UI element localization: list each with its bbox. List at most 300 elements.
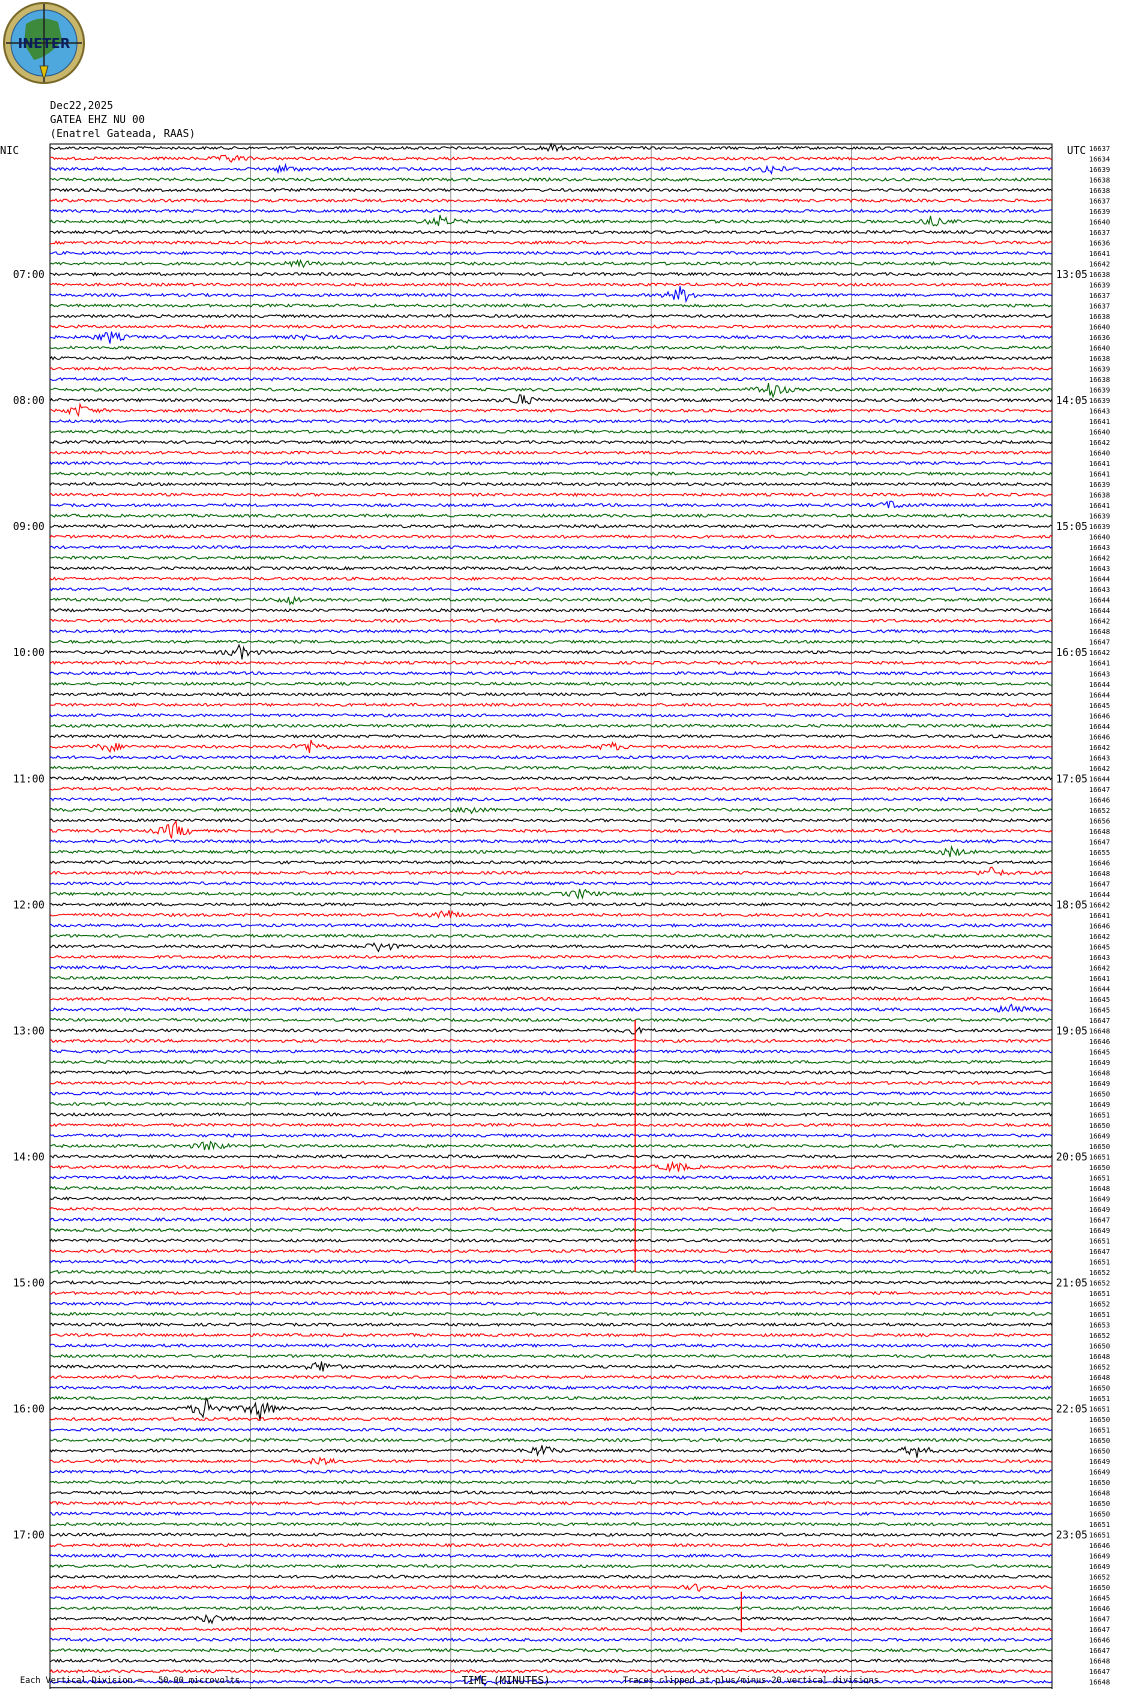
trace-value-label: 16641 <box>1089 911 1111 920</box>
trace-value-label: 16646 <box>1089 1037 1111 1046</box>
trace-value-label: 16649 <box>1089 1132 1111 1141</box>
trace-value-label: 16650 <box>1089 1121 1111 1130</box>
location-label: (Enatrel Gateada, RAAS) <box>50 128 196 140</box>
trace-value-label: 16647 <box>1089 1626 1111 1635</box>
scale-note: Each Vertical Division = 50.00 microvolts <box>20 1676 241 1686</box>
trace-value-label: 16640 <box>1089 218 1111 227</box>
trace-value-label: 16643 <box>1089 407 1111 416</box>
trace-value-label: 16650 <box>1089 1584 1111 1593</box>
trace-value-label: 16652 <box>1089 1363 1111 1372</box>
seismic-trace <box>50 210 1052 213</box>
seismic-trace <box>50 1628 1052 1631</box>
seismic-trace <box>50 144 1052 151</box>
trace-value-label: 16649 <box>1089 1227 1111 1236</box>
trace-value-label: 16651 <box>1089 1405 1111 1414</box>
trace-value-label: 16647 <box>1089 1016 1111 1025</box>
seismic-trace <box>50 378 1052 381</box>
trace-value-label: 16655 <box>1089 848 1111 857</box>
seismic-trace <box>50 1502 1052 1505</box>
trace-value-label: 16639 <box>1089 365 1111 374</box>
left-hour-label: 15:00 <box>13 1277 45 1290</box>
seismic-trace <box>50 1512 1052 1515</box>
trace-value-label: 16651 <box>1089 1290 1111 1299</box>
seismic-trace <box>50 155 1052 162</box>
seismic-trace <box>50 1584 1052 1591</box>
trace-value-label: 16648 <box>1089 1069 1111 1078</box>
trace-value-label: 16639 <box>1089 166 1111 175</box>
trace-value-label: 16647 <box>1089 1647 1111 1656</box>
seismic-trace <box>50 1250 1052 1253</box>
seismic-trace <box>50 1670 1052 1673</box>
seismic-trace <box>50 840 1052 843</box>
trace-value-label: 16648 <box>1089 869 1111 878</box>
trace-value-label: 16642 <box>1089 260 1111 269</box>
seismic-trace <box>50 1615 1052 1623</box>
right-hour-label: 20:05 <box>1056 1151 1088 1164</box>
trace-value-label: 16645 <box>1089 995 1111 1004</box>
seismic-trace <box>50 1271 1052 1274</box>
seismic-trace <box>50 1260 1052 1263</box>
seismic-trace <box>50 703 1052 706</box>
trace-value-label: 16641 <box>1089 659 1111 668</box>
seismic-trace <box>50 1439 1052 1442</box>
seismic-trace <box>50 1134 1052 1137</box>
seismic-trace <box>50 451 1052 454</box>
seismic-trace <box>50 1445 1052 1457</box>
trace-value-label: 16644 <box>1089 890 1111 899</box>
trace-value-label: 16652 <box>1089 1573 1111 1582</box>
trace-value-label: 16652 <box>1089 1300 1111 1309</box>
trace-value-label: 16644 <box>1089 596 1111 605</box>
right-hour-label: 21:05 <box>1056 1277 1088 1290</box>
trace-value-label: 16650 <box>1089 1342 1111 1351</box>
trace-value-label: 16639 <box>1089 481 1111 490</box>
seismic-trace <box>50 672 1052 675</box>
seismic-trace <box>50 867 1052 875</box>
trace-value-label: 16637 <box>1089 145 1111 153</box>
seismic-trace <box>50 987 1052 990</box>
trace-value-label: 16647 <box>1089 880 1111 889</box>
seismic-trace <box>50 1470 1052 1473</box>
left-hour-label: 16:00 <box>13 1403 45 1416</box>
trace-value-label: 16645 <box>1089 1006 1111 1015</box>
seismic-trace <box>50 1334 1052 1337</box>
seismic-trace <box>50 1458 1052 1465</box>
date-label: Dec22,2025 <box>50 100 114 112</box>
trace-value-label: 16638 <box>1089 176 1111 185</box>
trace-value-label: 16639 <box>1089 512 1111 521</box>
seismic-trace <box>50 1163 1052 1172</box>
seismic-trace <box>50 977 1052 980</box>
trace-value-label: 16647 <box>1089 1615 1111 1624</box>
trace-value-label: 16642 <box>1089 932 1111 941</box>
trace-value-label: 16648 <box>1089 1657 1111 1666</box>
seismic-trace <box>50 1638 1052 1641</box>
seismic-trace <box>50 724 1052 727</box>
logo-text: INETER <box>17 37 71 52</box>
trace-value-label: 16647 <box>1089 638 1111 647</box>
seismic-trace <box>50 472 1052 475</box>
seismic-trace <box>50 1187 1052 1190</box>
seismic-trace <box>50 740 1052 753</box>
seismic-trace <box>50 441 1052 444</box>
seismic-trace <box>50 273 1052 276</box>
trace-value-label: 16642 <box>1089 901 1111 910</box>
seismic-trace <box>50 821 1052 838</box>
right-hour-label: 19:05 <box>1056 1025 1088 1038</box>
seismic-trace <box>50 189 1052 192</box>
seismic-trace <box>50 283 1052 286</box>
seismic-trace <box>50 1607 1052 1610</box>
seismic-trace <box>50 777 1052 780</box>
trace-value-label: 16646 <box>1089 796 1111 805</box>
seismic-trace <box>50 693 1052 696</box>
seismic-trace <box>50 367 1052 370</box>
trace-value-label: 16642 <box>1089 649 1111 658</box>
seismic-trace <box>50 735 1052 738</box>
right-hour-label: 14:05 <box>1056 395 1088 408</box>
seismic-trace <box>50 1376 1052 1379</box>
seismic-trace <box>50 420 1052 423</box>
seismic-trace <box>50 966 1052 969</box>
trace-value-label: 16648 <box>1089 1678 1111 1687</box>
trace-value-label: 16650 <box>1089 1142 1111 1151</box>
trace-value-label: 16650 <box>1089 1510 1111 1519</box>
seismic-trace <box>50 1575 1052 1578</box>
trace-value-label: 16636 <box>1089 239 1111 248</box>
seismic-trace <box>50 861 1052 864</box>
seismic-trace <box>50 1208 1052 1211</box>
trace-value-label: 16646 <box>1089 922 1111 931</box>
trace-value-label: 16638 <box>1089 491 1111 500</box>
seismic-trace <box>50 998 1052 1001</box>
trace-value-label: 16652 <box>1089 1332 1111 1341</box>
trace-value-label: 16641 <box>1089 460 1111 469</box>
trace-value-label: 16651 <box>1089 1426 1111 1435</box>
seismic-trace <box>50 1596 1052 1599</box>
trace-value-label: 16644 <box>1089 775 1111 784</box>
seismic-trace <box>50 1218 1052 1221</box>
seismic-trace <box>50 577 1052 580</box>
trace-value-label: 16652 <box>1089 1269 1111 1278</box>
trace-value-label: 16645 <box>1089 1048 1111 1057</box>
seismic-trace <box>50 682 1052 685</box>
trace-value-label: 16646 <box>1089 1636 1111 1645</box>
trace-value-label: 16639 <box>1089 523 1111 532</box>
seismic-trace <box>50 1155 1052 1158</box>
right-hour-label: 17:05 <box>1056 773 1088 786</box>
seismic-trace <box>50 1197 1052 1200</box>
trace-value-label: 16651 <box>1089 1111 1111 1120</box>
left-hour-label: 07:00 <box>13 269 45 282</box>
seismic-trace <box>50 645 1052 659</box>
trace-value-label: 16647 <box>1089 838 1111 847</box>
seismic-trace <box>50 1361 1052 1371</box>
trace-value-label: 16640 <box>1089 449 1111 458</box>
seismic-trace <box>50 798 1052 801</box>
seismic-trace <box>50 286 1052 301</box>
trace-value-label: 16642 <box>1089 764 1111 773</box>
trace-value-label: 16642 <box>1089 964 1111 973</box>
trace-value-label: 16649 <box>1089 1195 1111 1204</box>
trace-value-label: 16651 <box>1089 1311 1111 1320</box>
trace-value-label: 16647 <box>1089 1216 1111 1225</box>
seismic-trace <box>50 241 1052 244</box>
seismic-trace <box>50 1565 1052 1568</box>
seismic-trace <box>50 1113 1052 1116</box>
trace-value-label: 16651 <box>1089 1395 1111 1404</box>
seismic-trace <box>50 325 1052 328</box>
seismic-trace <box>50 1313 1052 1316</box>
clip-note: Traces clipped at plus/minus 20 vertical divisions <box>623 1676 879 1686</box>
trace-value-label: 16648 <box>1089 628 1111 637</box>
seismic-trace <box>50 231 1052 234</box>
seismic-trace <box>50 1397 1052 1400</box>
seismic-trace <box>50 514 1052 517</box>
trace-value-label: 16648 <box>1089 827 1111 836</box>
trace-value-label: 16648 <box>1089 1353 1111 1362</box>
right-hour-label: 16:05 <box>1056 647 1088 660</box>
trace-value-label: 16641 <box>1089 502 1111 511</box>
trace-value-label: 16641 <box>1089 974 1111 983</box>
left-timezone-label: NIC <box>0 145 19 157</box>
trace-value-label: 16645 <box>1089 1594 1111 1603</box>
trace-value-label: 16639 <box>1089 386 1111 395</box>
seismic-trace <box>50 1281 1052 1284</box>
trace-value-label: 16649 <box>1089 1468 1111 1477</box>
trace-value-label: 16646 <box>1089 1542 1111 1551</box>
seismic-trace <box>50 1418 1052 1421</box>
trace-value-label: 16645 <box>1089 701 1111 710</box>
seismic-trace <box>50 404 1052 415</box>
trace-value-label: 16651 <box>1089 1237 1111 1246</box>
seismic-trace <box>50 1659 1052 1662</box>
seismic-trace <box>50 483 1052 486</box>
seismic-trace <box>50 1061 1052 1064</box>
seismic-trace <box>50 766 1052 769</box>
seismic-trace <box>50 1491 1052 1494</box>
trace-value-label: 16651 <box>1089 1258 1111 1267</box>
left-hour-label: 12:00 <box>13 899 45 912</box>
seismic-trace <box>50 1544 1052 1547</box>
trace-value-label: 16649 <box>1089 1563 1111 1572</box>
seismic-trace <box>50 935 1052 938</box>
trace-value-label: 16650 <box>1089 1416 1111 1425</box>
seismic-trace <box>50 165 1052 174</box>
seismic-trace <box>50 556 1052 559</box>
trace-value-label: 16650 <box>1089 1447 1111 1456</box>
station-label: GATEA EHZ NU 00 <box>50 114 145 126</box>
trace-value-label: 16650 <box>1089 1384 1111 1393</box>
trace-value-label: 16648 <box>1089 1374 1111 1383</box>
trace-value-label: 16646 <box>1089 1605 1111 1614</box>
trace-value-label: 16644 <box>1089 575 1111 584</box>
trace-value-label: 16638 <box>1089 271 1111 280</box>
seismic-trace <box>50 889 1052 898</box>
seismic-trace <box>50 1103 1052 1106</box>
trace-value-label: 16646 <box>1089 712 1111 721</box>
x-axis-label: TIME (MINUTES) <box>461 1675 551 1687</box>
seismic-trace <box>50 178 1052 181</box>
seismic-trace <box>50 619 1052 622</box>
seismic-trace <box>50 597 1052 604</box>
left-hour-label: 14:00 <box>13 1151 45 1164</box>
seismic-trace <box>50 1533 1052 1536</box>
left-hour-label: 13:00 <box>13 1025 45 1038</box>
trace-value-label: 16644 <box>1089 691 1111 700</box>
seismic-trace <box>50 395 1052 404</box>
trace-value-label: 16651 <box>1089 1531 1111 1540</box>
seismic-trace <box>50 847 1052 857</box>
seismic-trace <box>50 1292 1052 1295</box>
seismic-trace <box>50 357 1052 360</box>
seismic-trace <box>50 1239 1052 1242</box>
seismic-trace <box>50 304 1052 307</box>
trace-value-label: 16638 <box>1089 313 1111 322</box>
seismic-trace <box>50 525 1052 528</box>
seismic-trace <box>50 1428 1052 1431</box>
trace-value-label: 16650 <box>1089 1163 1111 1172</box>
seismic-trace <box>50 609 1052 612</box>
seismic-trace <box>50 756 1052 759</box>
seismic-trace <box>50 199 1052 202</box>
seismic-trace <box>50 819 1052 822</box>
seismic-trace <box>50 1124 1052 1127</box>
trace-value-label: 16637 <box>1089 229 1111 238</box>
seismic-trace <box>50 535 1052 538</box>
trace-value-label: 16656 <box>1089 817 1111 826</box>
trace-value-label: 16639 <box>1089 397 1111 406</box>
seismic-trace <box>50 1386 1052 1389</box>
trace-value-label: 16638 <box>1089 376 1111 385</box>
trace-value-label: 16644 <box>1089 722 1111 731</box>
right-hour-label: 15:05 <box>1056 521 1088 534</box>
trace-value-label: 16651 <box>1089 1521 1111 1530</box>
seismic-trace <box>50 661 1052 664</box>
trace-value-label: 16649 <box>1089 1458 1111 1467</box>
trace-value-label: 16638 <box>1089 187 1111 196</box>
seismic-trace <box>50 1323 1052 1326</box>
trace-value-label: 16648 <box>1089 1027 1111 1036</box>
trace-value-label: 16644 <box>1089 680 1111 689</box>
seismic-trace <box>50 1142 1052 1150</box>
trace-value-label: 16650 <box>1089 1090 1111 1099</box>
trace-value-label: 16650 <box>1089 1437 1111 1446</box>
seismic-trace <box>50 1019 1052 1022</box>
seismic-trace <box>50 501 1052 508</box>
trace-value-label: 16637 <box>1089 302 1111 311</box>
trace-value-label: 16649 <box>1089 1079 1111 1088</box>
trace-value-label: 16647 <box>1089 1248 1111 1257</box>
trace-value-label: 16636 <box>1089 334 1111 343</box>
right-timezone-label: UTC <box>1067 145 1086 157</box>
trace-value-label: 16648 <box>1089 1184 1111 1193</box>
trace-value-label: 16649 <box>1089 1058 1111 1067</box>
trace-value-label: 16643 <box>1089 754 1111 763</box>
left-hour-label: 11:00 <box>13 773 45 786</box>
trace-value-label: 16643 <box>1089 953 1111 962</box>
seismic-trace <box>50 1050 1052 1053</box>
seismic-trace <box>50 346 1052 349</box>
seismic-trace <box>50 943 1052 951</box>
seismic-trace <box>50 1082 1052 1085</box>
trace-value-label: 16642 <box>1089 617 1111 626</box>
seismic-trace <box>50 714 1052 717</box>
trace-value-label: 16642 <box>1089 554 1111 563</box>
trace-value-label: 16637 <box>1089 292 1111 301</box>
trace-value-label: 16646 <box>1089 859 1111 868</box>
seismic-trace <box>50 1028 1052 1034</box>
trace-value-label: 16642 <box>1089 439 1111 448</box>
seismic-trace <box>50 252 1052 255</box>
seismic-trace <box>50 1302 1052 1305</box>
trace-value-label: 16640 <box>1089 533 1111 542</box>
trace-value-label: 16641 <box>1089 250 1111 259</box>
right-hour-label: 22:05 <box>1056 1403 1088 1416</box>
seismic-trace <box>50 808 1052 813</box>
seismic-trace <box>50 588 1052 591</box>
seismic-trace <box>50 1229 1052 1232</box>
seismic-trace <box>50 1554 1052 1557</box>
seismic-trace <box>50 1071 1052 1074</box>
trace-value-label: 16651 <box>1089 1153 1111 1162</box>
trace-value-label: 16643 <box>1089 586 1111 595</box>
seismic-trace <box>50 787 1052 790</box>
trace-value-label: 16651 <box>1089 1174 1111 1183</box>
seismic-trace <box>50 1355 1052 1358</box>
trace-value-label: 16637 <box>1089 197 1111 206</box>
trace-value-label: 16652 <box>1089 806 1111 815</box>
seismic-trace <box>50 1092 1052 1095</box>
seismic-trace <box>50 882 1052 885</box>
trace-value-label: 16643 <box>1089 544 1111 553</box>
seismic-trace <box>50 924 1052 927</box>
seismic-trace <box>50 260 1052 267</box>
trace-value-label: 16638 <box>1089 355 1111 364</box>
trace-value-label: 16640 <box>1089 344 1111 353</box>
trace-value-label: 16653 <box>1089 1321 1111 1330</box>
trace-value-label: 16643 <box>1089 565 1111 574</box>
seismic-trace <box>50 1649 1052 1652</box>
right-hour-label: 18:05 <box>1056 899 1088 912</box>
seismic-trace <box>50 1344 1052 1347</box>
seismic-trace <box>50 910 1052 918</box>
trace-value-label: 16640 <box>1089 428 1111 437</box>
trace-value-label: 16644 <box>1089 607 1111 616</box>
right-hour-label: 23:05 <box>1056 1529 1088 1542</box>
trace-value-label: 16639 <box>1089 281 1111 290</box>
seismic-trace <box>50 493 1052 496</box>
right-hour-label: 13:05 <box>1056 269 1088 282</box>
trace-value-label: 16647 <box>1089 1668 1111 1677</box>
seismic-trace <box>50 215 1052 226</box>
left-hour-label: 08:00 <box>13 395 45 408</box>
seismic-trace <box>50 430 1052 433</box>
seismic-trace <box>50 630 1052 633</box>
seismic-trace <box>50 1004 1052 1012</box>
seismic-trace <box>50 640 1052 643</box>
seismic-trace <box>50 383 1052 397</box>
trace-value-label: 16644 <box>1089 985 1111 994</box>
seismic-trace <box>50 1176 1052 1179</box>
seismic-trace <box>50 1523 1052 1526</box>
seismic-trace <box>50 956 1052 959</box>
trace-value-label: 16650 <box>1089 1500 1111 1509</box>
left-hour-label: 09:00 <box>13 521 45 534</box>
seismic-trace <box>50 1040 1052 1043</box>
trace-value-label: 16640 <box>1089 323 1111 332</box>
trace-value-label: 16639 <box>1089 208 1111 217</box>
